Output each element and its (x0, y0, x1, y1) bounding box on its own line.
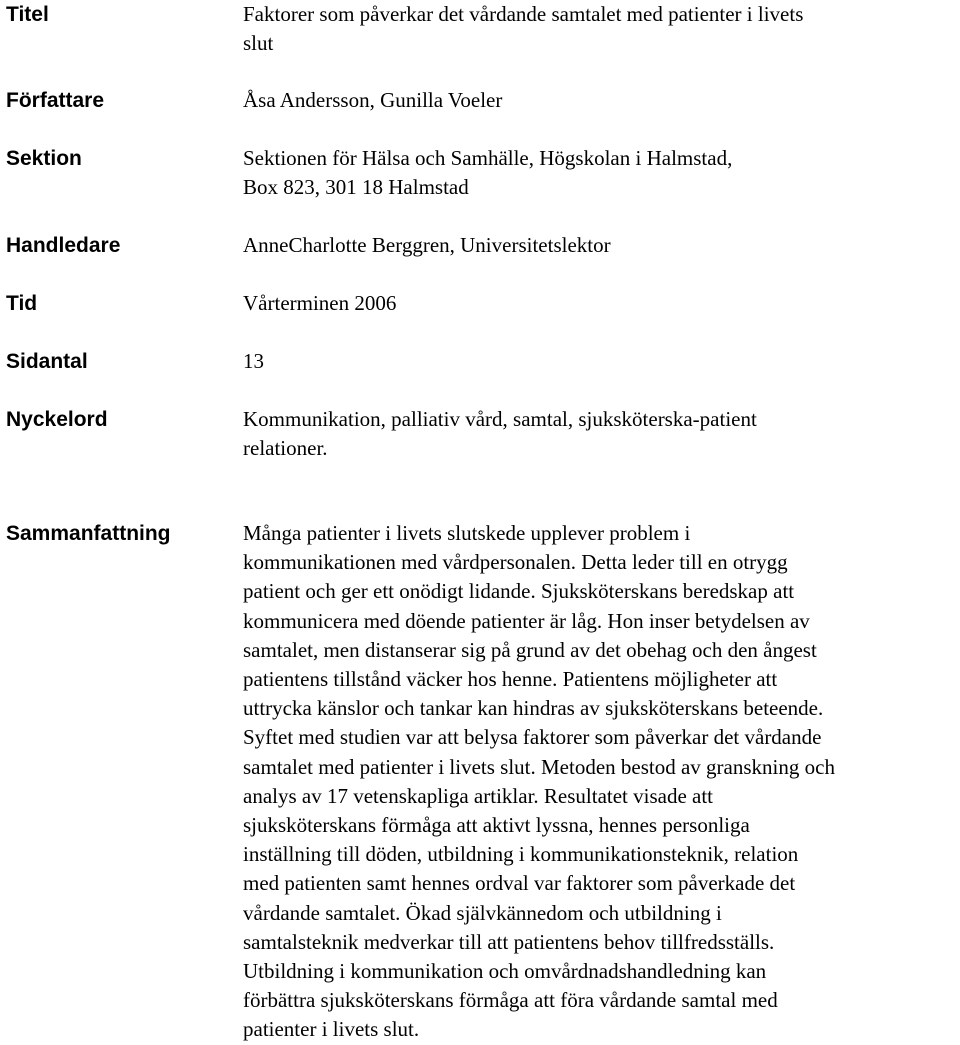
abstract-line: sjuksköterskans förmåga att aktivt lyssna, hennes personliga (243, 813, 750, 838)
label-titel: Titel (6, 3, 49, 26)
abstract-line: uttrycka känslor och tankar kan hindras av sjuksköterskans beteende. (243, 696, 824, 721)
nyckelord-line-2: relationer. (243, 436, 328, 460)
abstract-line: Syftet med studien var att belysa faktorer som påverkar det vårdande (243, 725, 822, 750)
abstract-line: patient och ger ett onödigt lidande. Sjuksköterskans beredskap att (243, 579, 795, 604)
abstract-line: Utbildning i kommunikation och omvårdnadshandledning kan (243, 959, 767, 984)
label-sektion: Sektion (6, 147, 82, 170)
nyckelord-line-1: Kommunikation, palliativ vård, samtal, sjuksköterska-patient (243, 407, 757, 431)
value-sidantal: 13 (243, 349, 264, 373)
abstract-line: med patienten samt hennes ordval var faktorer som påverkade det (243, 871, 796, 896)
abstract-line: samtalet, men distanserar sig på grund av det obehag och den ångest (243, 637, 817, 662)
abstract-line: kommunikationen med vårdpersonalen. Detta leder till en otrygg (243, 550, 788, 575)
abstract-line: patientens tillstånd väcker hos henne. Patientens möjligheter att (243, 667, 778, 692)
abstract-line: patienter i livets slut. (243, 1017, 420, 1042)
value-sektion (243, 144, 732, 202)
abstract-line: inställning till döden, utbildning i kommunikationsteknik, relation (243, 842, 799, 867)
value-tid: Vårterminen 2006 (243, 291, 397, 315)
abstract-line: förbättra sjuksköterskans förmåga att föra vårdande samtal med (243, 988, 778, 1013)
abstract-line: samtalsteknik medverkar till att patientens behov tillfredsställs. (243, 929, 775, 954)
label-tid: Tid (6, 292, 38, 315)
abstract-line: samtalet med patienter i livets slut. Metoden bestod av granskning och (243, 754, 835, 779)
value-handledare: AnneCharlotte Berggren, Universitetslektor (243, 233, 611, 257)
titel-line-1: Faktorer som påverkar det vårdande samtalet med patienter i livets (243, 2, 804, 26)
abstract-text (243, 519, 835, 1045)
value-titel (243, 0, 803, 58)
label-sidantal: Sidantal (6, 350, 88, 373)
abstract-line: Många patienter i livets slutskede upplever problem i (243, 521, 691, 545)
label-forfattare: Författare (6, 89, 105, 112)
label-handledare: Handledare (6, 234, 121, 257)
value-forfattare: Åsa Andersson, Gunilla Voeler (243, 88, 503, 112)
value-nyckelord (243, 405, 757, 463)
sektion-line-1: Sektionen för Hälsa och Samhälle, Högskolan i Halmstad, (243, 146, 733, 170)
sektion-line-2: Box 823, 301 18 Halmstad (243, 175, 469, 199)
label-nyckelord: Nyckelord (6, 408, 108, 431)
abstract-line: vårdande samtalet. Ökad självkännedom och utbildning i (243, 900, 722, 925)
abstract-line: analys av 17 vetenskapliga artiklar. Resultatet visade att (243, 783, 714, 808)
titel-line-2: slut (243, 31, 274, 55)
abstract-line: kommunicera med döende patienter är låg. Hon inser betydelsen av (243, 608, 810, 633)
label-sammanfattning: Sammanfattning (6, 522, 171, 545)
